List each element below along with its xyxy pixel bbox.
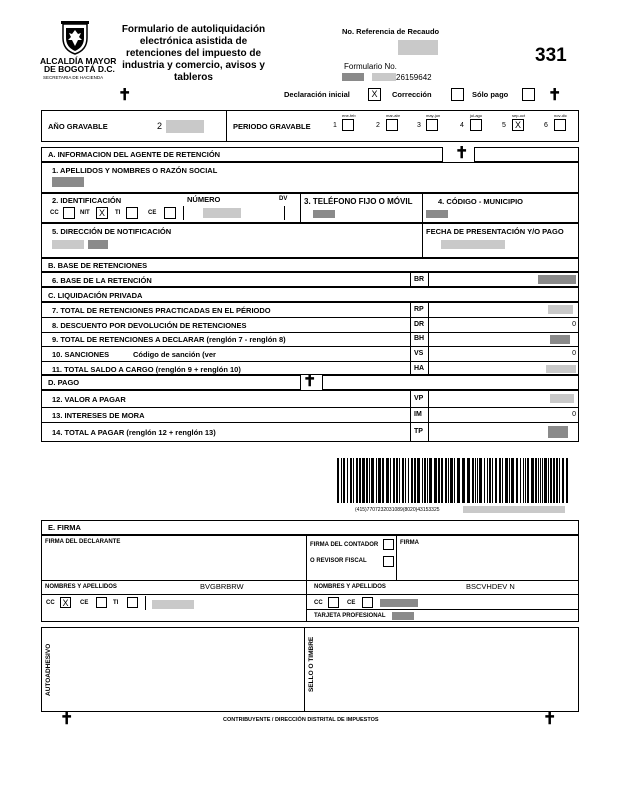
barcode-bar: [544, 458, 547, 503]
barcode-bar: [499, 458, 501, 503]
barcode-bar: [429, 458, 432, 503]
month-checkbox[interactable]: [386, 119, 398, 131]
barcode-bar: [479, 458, 482, 503]
barcode-bar: [399, 458, 400, 503]
section-a-title: A. INFORMACION DEL AGENTE DE RETENCIÓN: [48, 150, 221, 159]
logo-text-1: ALCALDÍA MAYOR: [40, 56, 117, 66]
nombres-1-label: NOMBRES Y APELLIDOS: [45, 584, 117, 590]
e-ce2-label: CE: [347, 600, 356, 606]
year-prefix: 2: [157, 121, 163, 131]
logo-text-2: DE BOGOTÁ D.C.: [44, 64, 115, 74]
barcode-bar: [495, 458, 497, 503]
sello-label: SELLO O TIMBRE: [308, 636, 315, 692]
barcode-bar: [523, 458, 524, 503]
row-code: IM: [414, 411, 422, 418]
barcode-bar: [371, 458, 374, 503]
row-divider: [41, 407, 579, 408]
redacted-value: [550, 394, 574, 403]
barcode-bar: [445, 458, 447, 503]
field-3-label: 3. TELÉFONO FIJO O MÓVIL: [304, 197, 413, 206]
barcode-bar: [369, 458, 370, 503]
ti-checkbox[interactable]: [126, 207, 138, 219]
title-line: Formulario de autoliquidación: [121, 24, 266, 35]
nit-label: NIT: [80, 210, 90, 216]
month-checkbox[interactable]: [554, 119, 566, 131]
form-title: [116, 24, 271, 84]
revisor-checkbox[interactable]: [383, 556, 394, 567]
logo-text-3: SECRETARIA DE HACIENDA: [43, 75, 104, 80]
barcode-bar: [341, 458, 342, 503]
cross-mark-icon: ✝: [60, 711, 74, 728]
section-d-title: D. PAGO: [48, 378, 80, 387]
row-divider: [41, 594, 579, 595]
cross-mark-icon: ✝: [543, 711, 557, 728]
barcode-bar: [535, 458, 537, 503]
bogota-coat-of-arms-icon: [58, 20, 92, 56]
barcode-bar: [343, 458, 345, 503]
barcode-bar: [376, 458, 377, 503]
month-name: sep-oct: [512, 113, 526, 118]
barcode-bar: [540, 458, 541, 503]
divider: [304, 627, 305, 712]
cc-checkbox[interactable]: [63, 207, 75, 219]
barcode-bar: [411, 458, 413, 503]
form-number-redacted: [372, 73, 396, 81]
declaracion-inicial-label: Declaración inicial: [284, 90, 350, 99]
row-divider: [41, 346, 579, 347]
e-cc-checkbox[interactable]: X: [60, 597, 71, 608]
form-number-tail: 26159642: [396, 73, 432, 82]
redacted-value: [203, 208, 241, 218]
month-name: jul-ago: [470, 113, 483, 118]
firma-label: FIRMA: [400, 540, 419, 546]
field-2-label: 2. IDENTIFICACIÓN: [52, 196, 122, 205]
barcode-bar: [467, 458, 470, 503]
divider: [300, 193, 301, 223]
solo-pago-checkbox[interactable]: [522, 88, 535, 101]
redacted-value: [380, 599, 418, 607]
barcode-bar: [337, 458, 339, 503]
barcode-bar: [548, 458, 549, 503]
barcode-bar: [402, 458, 404, 503]
form-code: 331: [535, 45, 567, 66]
barcode-number: (415)7707232031089(8020)43153325: [355, 507, 440, 513]
row-code: VP: [414, 395, 424, 402]
e-ce2-checkbox[interactable]: [362, 597, 373, 608]
title-line: electrónica asistida de: [139, 36, 248, 47]
barcode-bar: [462, 458, 465, 503]
row-code: DR: [414, 321, 425, 328]
row-6-code: BR: [414, 276, 425, 283]
barcode-bar: [457, 458, 460, 503]
row-value: 0: [572, 321, 576, 328]
dv-label: DV: [279, 196, 288, 202]
cc-label: CC: [50, 210, 59, 216]
barcode-bar: [556, 458, 558, 503]
divider: [145, 596, 146, 610]
row-label: 10. SANCIONES: [52, 350, 110, 359]
section-a-side-box: [474, 147, 579, 162]
period-label: PERIODO GRAVABLE: [233, 122, 311, 131]
redacted-value: [548, 426, 568, 438]
month-name: ene-feb: [342, 113, 356, 118]
row-6-label: 6. BASE DE LA RETENCIÓN: [52, 276, 152, 285]
row-code: HA: [414, 365, 425, 372]
section-b-title: B. BASE DE RETENCIONES: [48, 261, 148, 270]
divider: [428, 390, 429, 442]
firma-contador-label: FIRMA DEL CONTADOR: [310, 542, 379, 548]
barcode-bar: [441, 458, 443, 503]
barcode-bar: [527, 458, 529, 503]
nombres-2-value: BSCVHDEV N: [466, 582, 515, 591]
e-cc-label: CC: [46, 600, 55, 606]
field-5-label: 5. DIRECCIÓN DE NOTIFICACIÓN: [52, 227, 172, 236]
barcode-bar: [505, 458, 508, 503]
row-label: 7. TOTAL DE RETENCIONES PRACTICADAS EN EL PÉRIODO: [52, 306, 271, 315]
barcode-bar: [475, 458, 476, 503]
barcode-bar: [386, 458, 389, 503]
fecha-label: FECHA DE PRESENTACIÓN Y/O PAGO: [426, 227, 564, 236]
divider: [428, 302, 429, 375]
correccion-checkbox[interactable]: [451, 88, 464, 101]
divider: [284, 206, 285, 220]
solo-pago-label: Sólo pago: [472, 90, 509, 99]
section-e-header: [41, 520, 579, 535]
row-divider: [41, 580, 579, 581]
e-cc2-checkbox[interactable]: [328, 597, 339, 608]
barcode-redacted: [463, 506, 565, 513]
redacted-value: [548, 305, 573, 314]
autoadhesivo-label: AUTOADHESIVO: [45, 643, 52, 696]
cross-mark-icon: ✝: [548, 87, 562, 104]
month-checkbox[interactable]: X: [512, 119, 524, 131]
barcode-bar: [448, 458, 449, 503]
ce-label: CE: [148, 210, 157, 216]
field-1-label: 1. APELLIDOS Y NOMBRES O RAZÓN SOCIAL: [52, 166, 218, 175]
row-value: 0: [572, 411, 576, 418]
sancion-code-label: Código de sanción (ver: [133, 350, 216, 359]
divider: [422, 223, 423, 258]
barcode-bar: [414, 458, 416, 503]
cross-mark-icon: ✝: [303, 373, 317, 390]
month-checkbox[interactable]: [342, 119, 354, 131]
section-d-side-box: [322, 375, 579, 390]
field-4-label: 4. CÓDIGO - MUNICIPIO: [438, 197, 524, 206]
barcode-bar: [427, 458, 428, 503]
row-divider: [41, 361, 579, 362]
barcode-bar: [353, 458, 354, 503]
redacted-value: [426, 210, 448, 218]
section-d-header: [41, 375, 301, 390]
year-label: AÑO GRAVABLE: [48, 122, 108, 131]
ref-label: No. Referencia de Recaudo: [342, 27, 440, 36]
barcode-bar: [525, 458, 526, 503]
barcode-bar: [550, 458, 552, 503]
month-name: nov-dic: [554, 113, 567, 118]
e-ce-checkbox[interactable]: [96, 597, 107, 608]
row-divider: [41, 422, 579, 423]
barcode-bar: [472, 458, 474, 503]
barcode-bar: [347, 458, 348, 503]
month-checkbox[interactable]: [426, 119, 438, 131]
redacted-value: [392, 612, 414, 620]
month-num: 5: [502, 122, 506, 129]
nit-checkbox[interactable]: X: [96, 207, 108, 219]
barcode-bar: [382, 458, 384, 503]
month-num: 2: [376, 122, 380, 129]
barcode-bar: [509, 458, 510, 503]
e-ti-checkbox[interactable]: [127, 597, 138, 608]
month-name: may-jun: [426, 113, 441, 118]
row-label: 12. VALOR A PAGAR: [52, 395, 126, 404]
barcode-bar: [393, 458, 395, 503]
divider: [410, 272, 411, 287]
redacted-value: [152, 600, 194, 609]
redacted-value: [88, 240, 108, 249]
barcode-bar: [559, 458, 560, 503]
row-code: TP: [414, 428, 423, 435]
barcode-bar: [356, 458, 358, 503]
year-redacted: [166, 120, 204, 133]
barcode-bar: [489, 458, 491, 503]
nombres-1-value: BVGBRBRW: [200, 582, 244, 591]
barcode-bar: [542, 458, 543, 503]
divider: [396, 535, 397, 580]
barcode-bar: [520, 458, 521, 503]
divider: [410, 390, 411, 442]
barcode-bar: [424, 458, 426, 503]
redacted-value: [538, 275, 576, 284]
title-line: retenciones del impuesto de: [125, 48, 262, 59]
month-num: 1: [333, 122, 337, 129]
barcode-bar: [362, 458, 365, 503]
barcode-bar: [516, 458, 518, 503]
row-divider: [306, 609, 579, 610]
row-code: RP: [414, 306, 424, 313]
form-number-label: Formulario No.: [344, 62, 397, 71]
redacted-value: [550, 335, 570, 344]
barcode-bar: [511, 458, 514, 503]
section-c-title: C. LIQUIDACIÓN PRIVADA: [48, 291, 143, 300]
barcode-bar: [477, 458, 478, 503]
row-divider: [41, 317, 579, 318]
row-label: 14. TOTAL A PAGAR (renglón 12 + renglón 13): [52, 428, 216, 437]
divider: [226, 110, 227, 142]
firma-declarante-label: FIRMA DEL DECLARANTE: [45, 539, 121, 545]
barcode-bar: [350, 458, 352, 503]
barcode-bar: [492, 458, 493, 503]
contador-checkbox[interactable]: [383, 539, 394, 550]
cross-mark-icon: ✝: [118, 87, 132, 104]
barcode-bar: [396, 458, 398, 503]
row-divider: [41, 332, 579, 333]
redacted-value: [546, 365, 576, 373]
barcode-bar: [531, 458, 534, 503]
redacted-value: [441, 240, 505, 249]
barcode-bar: [438, 458, 440, 503]
row-value: 0: [572, 350, 576, 357]
barcode-bar: [538, 458, 539, 503]
revisor-label: O REVISOR FISCAL: [310, 558, 367, 564]
redacted-value: [52, 240, 84, 249]
nombres-2-label: NOMBRES Y APELLIDOS: [314, 584, 386, 590]
ref-redacted: [398, 40, 438, 55]
redacted-value: [52, 177, 84, 187]
month-num: 4: [460, 122, 464, 129]
barcode-bar: [566, 458, 568, 503]
cross-mark-icon: ✝: [455, 145, 469, 162]
barcode-text: [355, 507, 440, 513]
correccion-label: Corrección: [392, 90, 432, 99]
e-ce-label: CE: [80, 600, 89, 606]
row-code: BH: [414, 335, 425, 342]
e-cc2-label: CC: [314, 600, 323, 606]
barcode-bar: [359, 458, 361, 503]
barcode-bar: [422, 458, 423, 503]
month-num: 6: [544, 122, 548, 129]
barcode-bar: [450, 458, 453, 503]
row-label: 13. INTERESES DE MORA: [52, 411, 145, 420]
redacted-value: [313, 210, 335, 218]
barcode-bar: [405, 458, 406, 503]
barcode-bar: [502, 458, 503, 503]
title-line: tableros: [174, 72, 213, 83]
divider: [410, 302, 411, 375]
ti-label: TI: [115, 210, 121, 216]
row-label: 8. DESCUENTO POR DEVOLUCIÓN DE RETENCIONES: [52, 321, 247, 330]
month-name: mar-abr: [386, 113, 401, 118]
month-checkbox[interactable]: [470, 119, 482, 131]
divider: [428, 272, 429, 287]
row-label: 11. TOTAL SALDO A CARGO (renglón 9 + renglón 10): [52, 365, 241, 374]
row-code: VS: [414, 350, 424, 357]
barcode-bar: [434, 458, 437, 503]
declaracion-inicial-checkbox[interactable]: X: [368, 88, 381, 101]
divider: [183, 206, 184, 220]
barcode-bar: [553, 458, 555, 503]
barcode-bar: [366, 458, 368, 503]
month-num: 3: [417, 122, 421, 129]
ce-checkbox[interactable]: [164, 207, 176, 219]
row-label: 9. TOTAL DE RETENCIONES A DECLARAR (renglón 7 - renglón 8): [52, 335, 286, 344]
barcode-bar: [454, 458, 455, 503]
barcode-bar: [487, 458, 488, 503]
barcode-bar: [417, 458, 420, 503]
barcode-bar: [408, 458, 409, 503]
e-ti-label: TI: [113, 600, 119, 606]
form-number-redacted: [342, 73, 364, 81]
barcode: [337, 458, 572, 503]
barcode-bar: [484, 458, 485, 503]
barcode-bar: [562, 458, 564, 503]
numero-label: NÚMERO: [187, 195, 221, 204]
footer-text: CONTRIBUYENTE / DIRECCIÓN DISTRITAL DE IMPUESTOS: [223, 717, 379, 723]
section-e-title: E. FIRMA: [48, 523, 81, 532]
tarjeta-label: TARJETA PROFESIONAL: [314, 613, 386, 619]
barcode-bar: [390, 458, 391, 503]
barcode-bar: [378, 458, 381, 503]
divider: [422, 193, 423, 223]
title-line: industria y comercio, avisos y: [122, 60, 265, 71]
